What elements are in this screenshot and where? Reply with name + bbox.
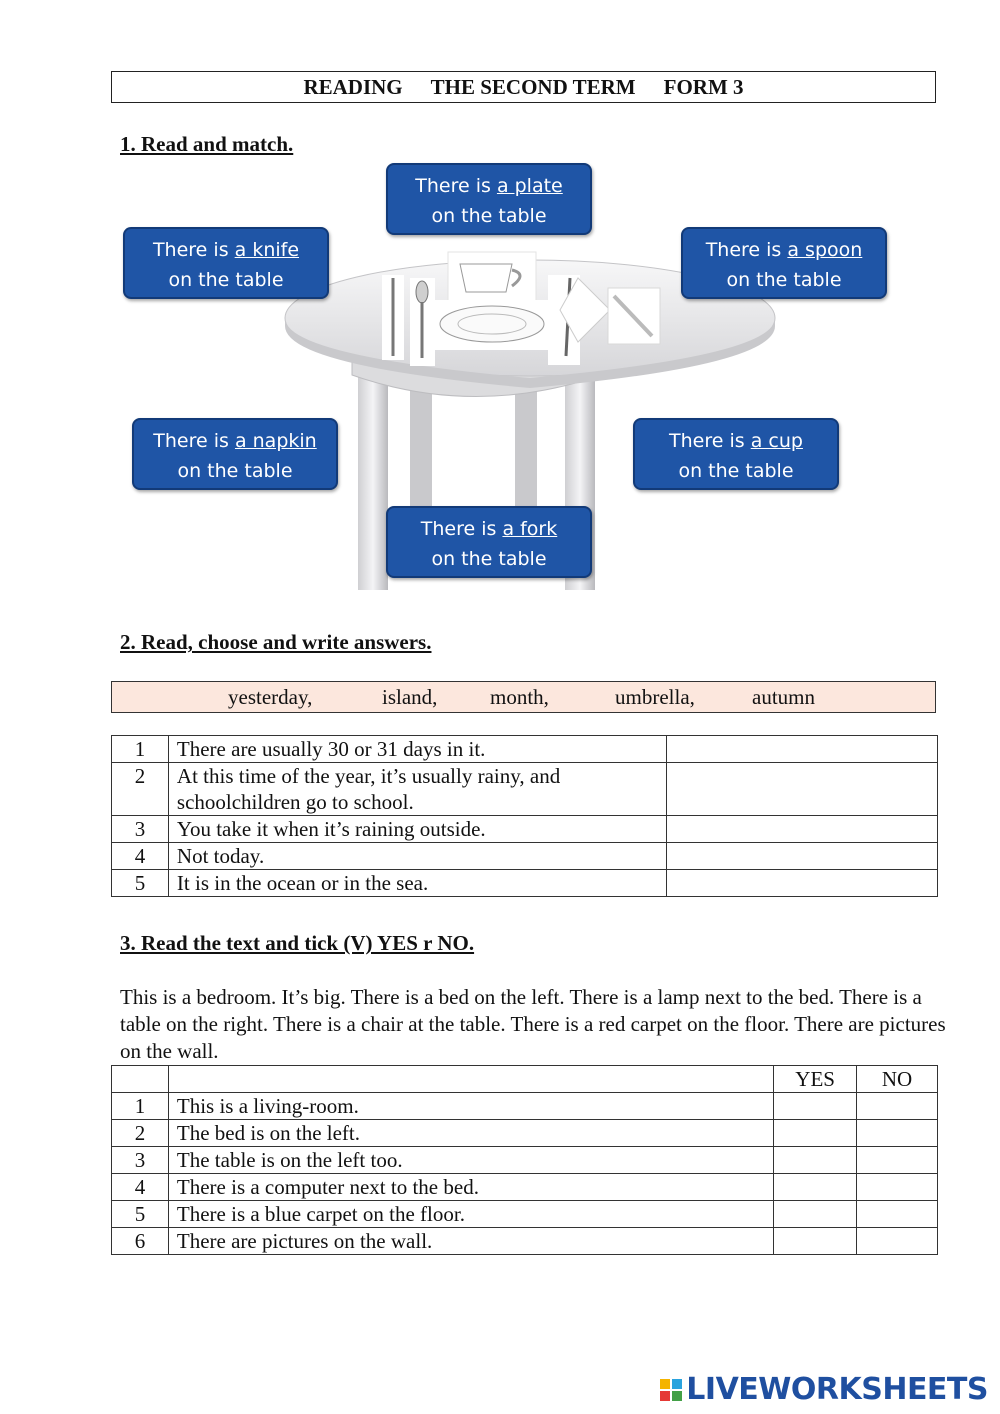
bubble-fork[interactable]: There is a fork on the table: [386, 506, 592, 578]
bubble-knife[interactable]: There is a knife on the table: [123, 227, 329, 299]
table-header-row: [112, 1066, 938, 1093]
table-row: 2 The bed is on the left.: [112, 1120, 938, 1147]
word-yesterday: yesterday,: [228, 685, 313, 709]
word-autumn: autumn: [752, 685, 815, 709]
yes-cell[interactable]: [774, 1120, 857, 1147]
yes-cell[interactable]: [774, 1228, 857, 1255]
answer-cell[interactable]: [666, 763, 937, 816]
word-bank: [111, 681, 936, 713]
bubble-plate[interactable]: There is a plate on the table: [386, 163, 592, 235]
section3-title: 3. Read the text and tick (V) YES r NO.: [120, 931, 475, 955]
answer-cell[interactable]: [666, 870, 937, 897]
no-cell[interactable]: [857, 1120, 938, 1147]
answer-cell[interactable]: [666, 736, 937, 763]
word-month: month,: [490, 685, 549, 709]
table-row: 4 There is a computer next to the bed.: [112, 1174, 938, 1201]
bubble-napkin[interactable]: There is a napkin on the table: [132, 418, 338, 490]
answer-cell[interactable]: [666, 816, 937, 843]
table-leg: [358, 360, 388, 590]
liveworksheets-logo: [660, 1372, 988, 1407]
table-row: 1 There are usually 30 or 31 days in it.: [112, 736, 938, 763]
yes-cell[interactable]: [774, 1093, 857, 1120]
logo-grid-icon: [660, 1379, 682, 1401]
no-cell[interactable]: [857, 1147, 938, 1174]
yes-cell[interactable]: [774, 1174, 857, 1201]
no-cell[interactable]: [857, 1228, 938, 1255]
answer-cell[interactable]: [666, 843, 937, 870]
bubble-spoon[interactable]: There is a spoon on the table: [681, 227, 887, 299]
table-row: 1 This is a living-room.: [112, 1093, 938, 1120]
col-yes: YES: [774, 1066, 857, 1093]
word-island: island,: [382, 685, 438, 709]
bubble-cup[interactable]: There is a cup on the table: [633, 418, 839, 490]
header-reading: READING: [303, 74, 403, 99]
no-cell[interactable]: [857, 1174, 938, 1201]
worksheet-header: [111, 71, 936, 103]
table-row: 2 At this time of the year, it’s usually rainy, and schoolchildren go to school.: [112, 763, 938, 816]
word-umbrella: umbrella,: [615, 685, 695, 709]
table-row: 4 Not today.: [112, 843, 938, 870]
logo-text: LIVEWORKSHEETS: [686, 1372, 988, 1407]
yes-no-table: [111, 1065, 938, 1255]
no-cell[interactable]: [857, 1201, 938, 1228]
header-term: THE SECOND TERM: [430, 74, 636, 99]
col-no: NO: [857, 1066, 938, 1093]
table-row: 5 It is in the ocean or in the sea.: [112, 870, 938, 897]
yes-cell[interactable]: [774, 1147, 857, 1174]
header-form: FORM 3: [663, 74, 744, 99]
table-row: 3 The table is on the left too.: [112, 1147, 938, 1174]
section2-title: 2. Read, choose and write answers.: [120, 630, 432, 654]
table-row: 6 There are pictures on the wall.: [112, 1228, 938, 1255]
section1-title: 1. Read and match.: [120, 132, 294, 156]
no-cell[interactable]: [857, 1093, 938, 1120]
answers-table: [111, 735, 938, 897]
table-row: 5 There is a blue carpet on the floor.: [112, 1201, 938, 1228]
reading-text: This is a bedroom. It’s big. There is a bed on the left. There is a lamp next to the bed. There is a table on the right. There is a chair at the table. There is a red carpet on the floor. There are pictures on the wall.: [120, 985, 946, 1063]
table-row: 3 You take it when it’s raining outside.: [112, 816, 938, 843]
yes-cell[interactable]: [774, 1201, 857, 1228]
